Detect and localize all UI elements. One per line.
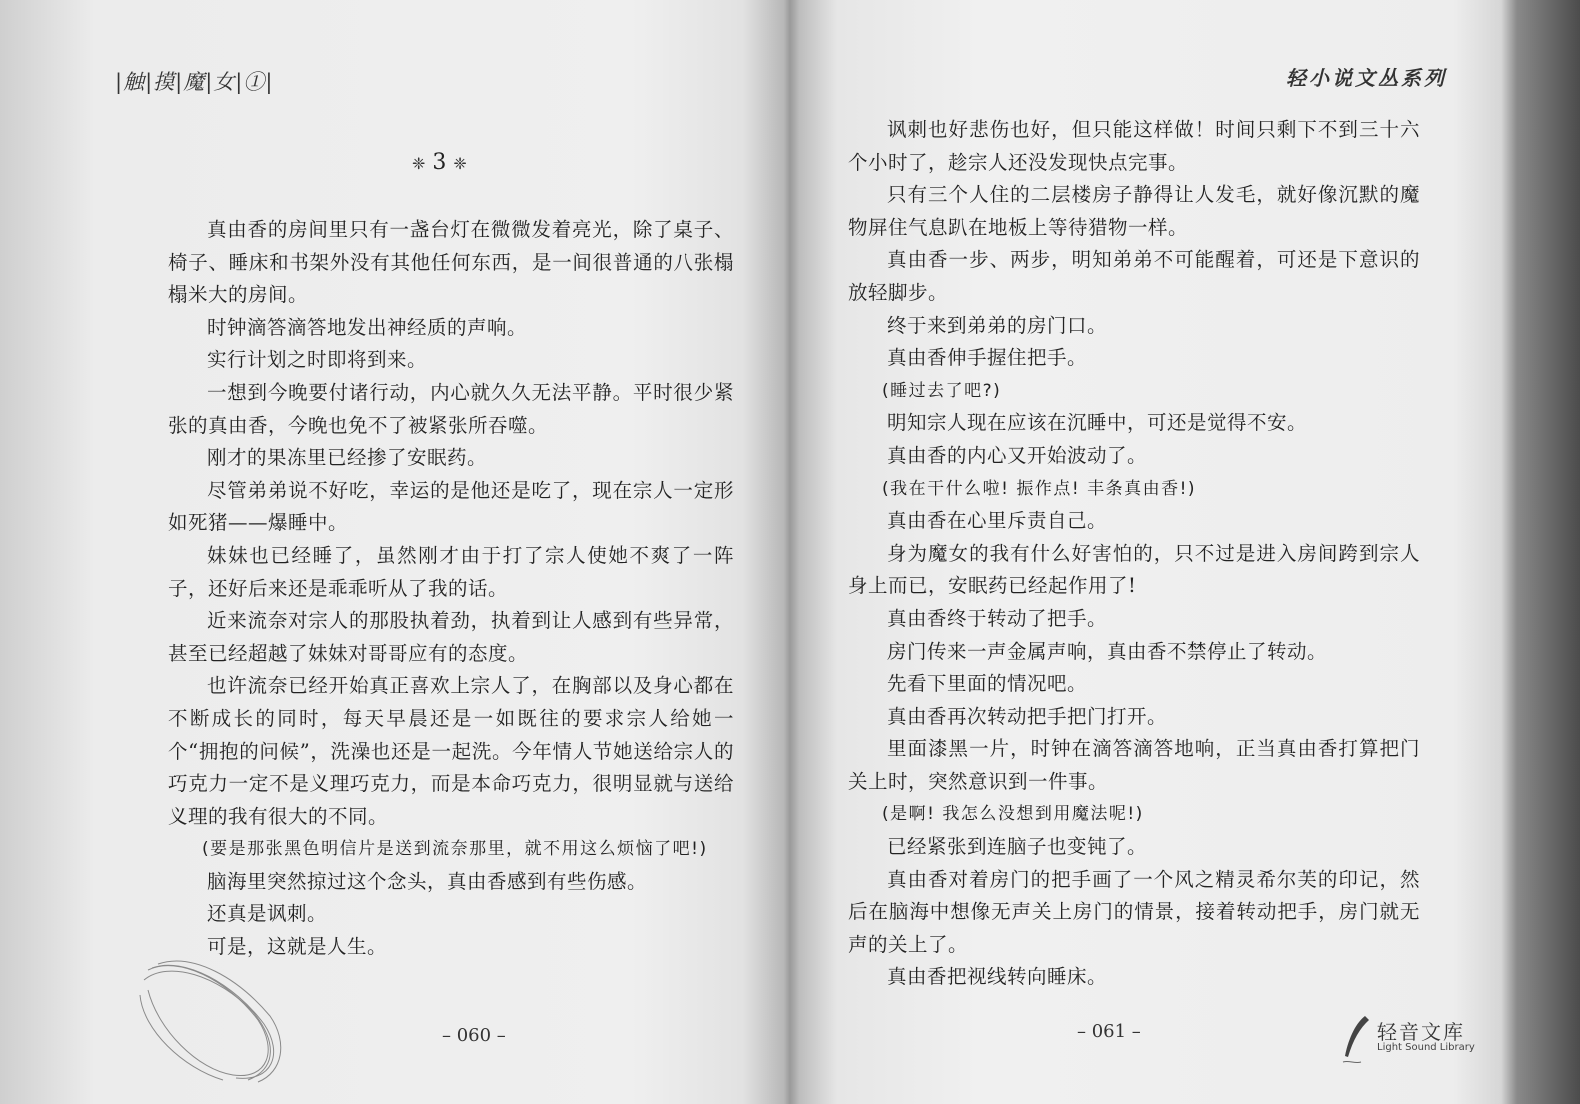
paragraph: 先看下里面的情况吧。	[887, 672, 1088, 696]
paragraph: 还真是讽刺。	[207, 902, 328, 926]
paragraph: 里面漆黑一片，时钟在滴答滴答地响，正当真由香打算把门关上时，突然意识到一件事。	[848, 737, 1420, 793]
paragraph: 终于来到弟弟的房门口。	[887, 313, 1108, 337]
section-heading	[412, 150, 467, 175]
paragraph: 刚才的果冻里已经掺了安眠药。	[207, 446, 488, 470]
paragraph: 近来流奈对宗人的那股执着劲，执着到让人感到有些异常，甚至已经超越了妹妹对哥哥应有的态度。	[168, 609, 734, 665]
paragraph: 已经紧张到连脑子也变钝了。	[887, 835, 1148, 859]
quill-icon	[1335, 1012, 1375, 1072]
running-head-right: 轻小说文丛系列	[1286, 66, 1447, 90]
paragraph: 真由香的房间里只有一盏台灯在微微发着亮光，除了桌子、椅子、睡床和书架外没有其他任何东西，是一间很普通的八张榻榻米大的房间。	[168, 218, 734, 307]
brand-subtitle: Light Sound Library	[1377, 1042, 1475, 1053]
inner-thought-paragraph: (睡过去了吧?)	[882, 380, 1002, 401]
paragraph: 一想到今晚要付诸行动，内心就久久无法平静。平时很少紧张的真由香，今晚也免不了被紧张所吞噬。	[168, 380, 734, 437]
paragraph: 脑海里突然掠过这个念头，真由香感到有些伤感。	[207, 869, 648, 893]
paragraph: 讽刺也好悲伤也好，但只能这样做！时间只剩下不到三十六个小时了，趁宗人还没发现快点完事。	[848, 118, 1420, 174]
inner-thought-paragraph: (是啊! 我怎么没想到用魔法呢!)	[882, 804, 1144, 825]
paragraph: 也许流奈已经开始真正喜欢上宗人了，在胸部以及身心都在不断成长的同时，每天早晨还是一如既往的要求宗人给她一个“拥抱的问候”，洗澡也还是一起洗。今年情人节她送给宗人的巧克力一定不是义理巧克力，而是本命巧克力，很明显就与送给义理的我有很大的不同。	[168, 674, 734, 828]
paragraph: 真由香再次转动把手把门打开。	[887, 704, 1168, 728]
right-body-text	[848, 114, 1420, 994]
page-number-right: – 061 –	[1077, 1021, 1141, 1042]
paragraph: 真由香在心里斥责自己。	[887, 509, 1108, 533]
page-number-left: – 060 –	[442, 1025, 506, 1046]
running-head-left: |触|摸|魔|女|①|	[115, 70, 274, 94]
paragraph: 真由香对着房门的把手画了一个风之精灵希尔芙的印记，然后在脑海中想像无声关上房门的情景，接着转动把手，房门就无声的关上了。	[848, 867, 1420, 956]
paragraph: 真由香终于转动了把手。	[887, 606, 1108, 630]
inner-thought-paragraph: (要是那张黑色明信片是送到流奈那里，就不用这么烦恼了吧!)	[202, 839, 708, 860]
paragraph: 可是，这就是人生。	[207, 935, 388, 959]
paragraph: 真由香把视线转向睡床。	[887, 965, 1108, 989]
paragraph: 尽管弟弟说不好吃，幸运的是他还是吃了，现在宗人一定形如死猪——爆睡中。	[168, 478, 734, 535]
paragraph: 妹妹也已经睡了，虽然刚才由于打了宗人使她不爽了一阵子，还好后来还是乖乖听从了我的话。	[168, 543, 734, 600]
left-body-text	[168, 214, 734, 964]
paragraph: 真由香的内心又开始波动了。	[887, 443, 1148, 467]
paragraph: 房门传来一声金属声响，真由香不禁停止了转动。	[887, 639, 1328, 663]
paragraph: 真由香伸手握住把手。	[887, 346, 1088, 370]
swoosh-decoration-icon	[138, 950, 308, 1090]
ornament-right-icon: ❈	[453, 154, 467, 173]
paragraph: 真由香一步、两步，明知弟弟不可能醒着，可还是下意识的放轻脚步。	[848, 248, 1420, 304]
ornament-left-icon: ❈	[412, 154, 426, 173]
right-page	[790, 0, 1510, 1104]
section-number: 3	[432, 150, 447, 175]
paragraph: 身为魔女的我有什么好害怕的，只不过是进入房间跨到宗人身上而已，安眠药已经起作用了!	[848, 541, 1420, 598]
paragraph: 实行计划之时即将到来。	[207, 348, 428, 372]
paragraph: 只有三个人住的二层楼房子静得让人发毛，就好像沉默的魔物屏住气息趴在地板上等待猎物一样。	[848, 183, 1420, 239]
paragraph: 明知宗人现在应该在沉睡中，可还是觉得不安。	[887, 411, 1308, 435]
brand-title: 轻音文库	[1377, 1020, 1465, 1044]
publisher-logo	[1335, 1012, 1495, 1072]
paragraph: 时钟滴答滴答地发出神经质的声响。	[207, 315, 528, 339]
inner-thought-paragraph: (我在干什么啦! 振作点! 丰条真由香!)	[882, 478, 1197, 499]
